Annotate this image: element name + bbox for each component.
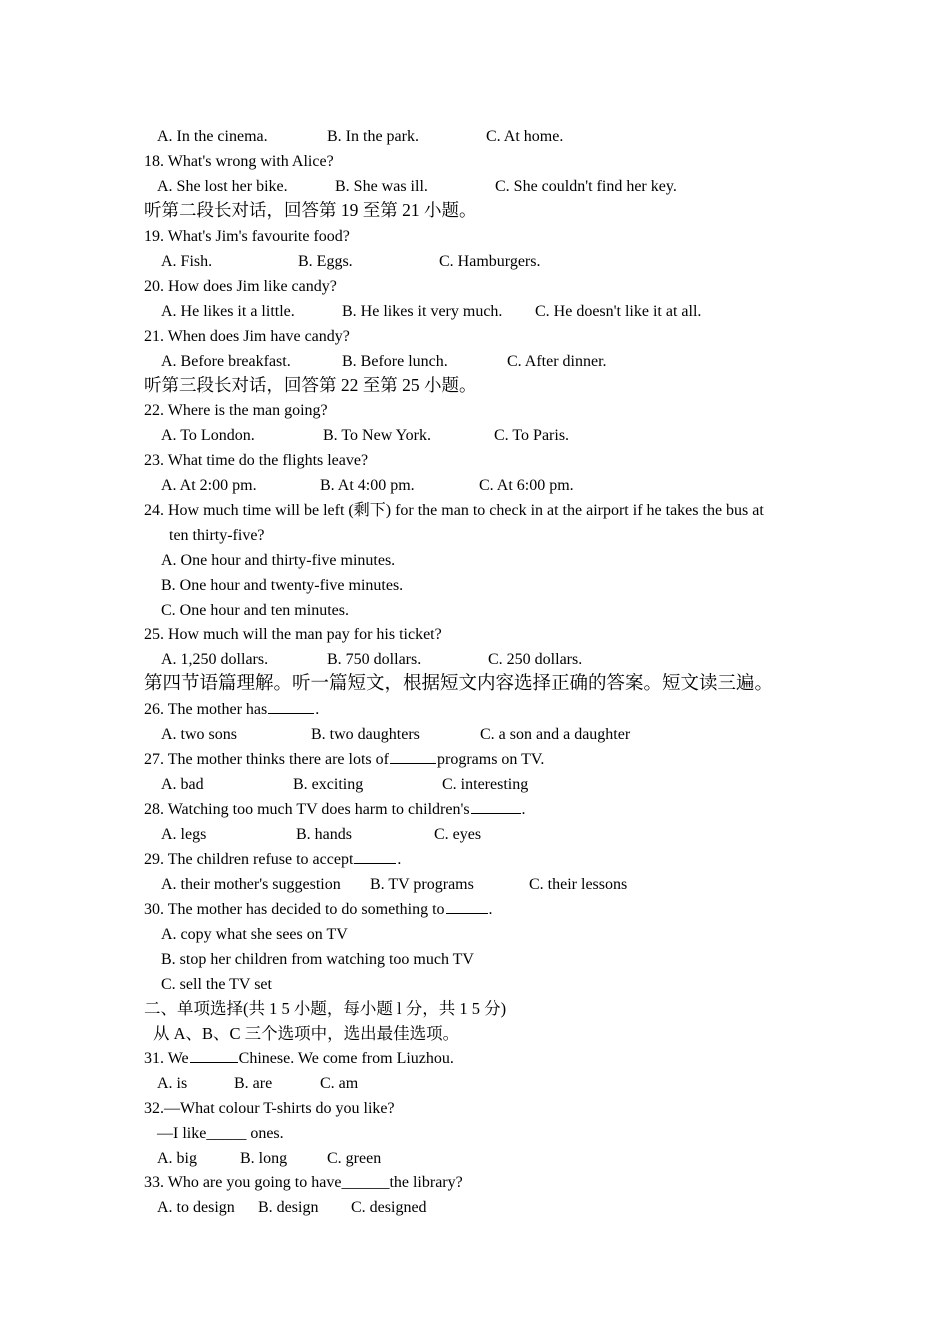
option-c: C. To Paris. [494,427,570,444]
option-c: C. He doesn't like it at all. [535,303,702,320]
option-a: A. She lost her bike. [157,178,288,195]
option-b: B. design [258,1199,319,1216]
option-a: A. bad [161,776,204,793]
q24-option-b: B. One hour and twenty-five minutes. [161,577,404,594]
q30-option-b: B. stop her children from watching too much TV [161,951,474,968]
answer-blank [268,699,314,714]
answer-blank [446,899,488,914]
option-a: A. to design [157,1199,235,1216]
option-b: B. At 4:00 pm. [320,477,415,494]
option-c: C. eyes [434,826,482,843]
q32-stem: 32.—What colour T-shirts do you like? [144,1100,395,1117]
q22-stem: 22. Where is the man going? [144,402,328,419]
stem-text: 26. The mother has [144,701,268,718]
q33-stem: 33. Who are you going to have______the library? [144,1174,463,1191]
option-b: B. Before lunch. [342,353,448,370]
option-c: C. She couldn't find her key. [495,178,677,195]
option-c: C. At 6:00 pm. [479,477,574,494]
part2-instruction: 从 A、B、C 三个选项中，选出最佳选项。 [153,1024,460,1043]
option-b: B. She was ill. [335,178,428,195]
q18-stem: 18. What's wrong with Alice? [144,153,334,170]
option-a: A. two sons [161,726,238,743]
q30-option-a: A. copy what she sees on TV [161,926,348,943]
stem-text: 31. We [144,1050,189,1067]
stem-text-end: programs on TV. [436,751,545,768]
section3-instruction: 听第三段长对话，回答第 22 至第 25 小题。 [144,375,477,395]
q20-stem: 20. How does Jim like candy? [144,278,337,295]
stem-text-end: . [521,801,526,818]
q21-stem: 21. When does Jim have candy? [144,328,350,345]
q30-option-c: C. sell the TV set [161,976,272,993]
answer-blank [471,799,521,814]
part2-heading: 二、单项选择(共 1 5 小题，每小题 l 分，共 1 5 分) [144,999,507,1018]
option-b: B. In the park. [327,128,419,145]
option-a: A. legs [161,826,207,843]
option-c: C. am [320,1075,359,1092]
q24-option-c: C. One hour and ten minutes. [161,602,349,619]
stem-text-end: . [397,851,402,868]
option-a: A. He likes it a little. [161,303,295,320]
option-a: A. In the cinema. [157,128,268,145]
q19-stem: 19. What's Jim's favourite food? [144,228,350,245]
q24-stem-line2: ten thirty-five? [169,527,265,544]
stem-text: 29. The children refuse to accept [144,851,354,868]
option-a: A. Fish. [161,253,213,270]
answer-blank [190,1048,238,1063]
option-c: C. At home. [486,128,564,145]
q25-stem: 25. How much will the man pay for his ticket? [144,626,442,643]
option-c: C. their lessons [529,876,628,893]
option-b: B. are [234,1075,273,1092]
q29-stem [144,847,401,872]
answer-blank [354,849,396,864]
q23-stem: 23. What time do the flights leave? [144,452,369,469]
q24-option-a: A. One hour and thirty-five minutes. [161,552,396,569]
stem-text-end: . [488,901,493,918]
q28-stem [144,797,526,822]
option-a: A. To London. [161,427,255,444]
option-a: A. big [157,1150,197,1167]
q32-reply: —I like_____ ones. [157,1125,284,1142]
q31-stem [144,1046,454,1071]
option-c: C. Hamburgers. [439,253,541,270]
option-b: B. exciting [293,776,364,793]
section2-instruction: 听第二段长对话，回答第 19 至第 21 小题。 [144,200,477,220]
option-a: A. At 2:00 pm. [161,477,257,494]
option-a: A. their mother's suggestion [161,876,341,893]
option-c: C. a son and a daughter [480,726,631,743]
option-b: B. two daughters [311,726,420,743]
option-a: A. Before breakfast. [161,353,291,370]
option-b: B. long [240,1150,288,1167]
stem-text: 30. The mother has decided to do something to [144,901,445,918]
stem-text: 28. Watching too much TV does harm to children's [144,801,470,818]
option-c: C. designed [351,1199,427,1216]
option-a: A. 1,250 dollars. [161,651,269,668]
q27-stem [144,747,544,772]
option-c: C. interesting [442,776,529,793]
option-a: A. is [157,1075,188,1092]
section4-instruction: 第四节语篇理解。听一篇短文，根据短文内容选择正确的答案。短文读三遍。 [144,674,774,694]
option-c: C. 250 dollars. [488,651,583,668]
option-b: B. 750 dollars. [327,651,422,668]
option-b: B. He likes it very much. [342,303,503,320]
option-b: B. hands [296,826,352,843]
answer-blank [390,749,436,764]
option-c: C. green [327,1150,382,1167]
option-b: B. To New York. [323,427,431,444]
q30-stem [144,897,493,922]
q26-stem [144,697,319,722]
stem-text-end: . [315,701,320,718]
stem-text: 27. The mother thinks there are lots of [144,751,389,768]
stem-text-end: Chinese. We come from Liuzhou. [238,1050,454,1067]
option-b: B. TV programs [370,876,474,893]
option-b: B. Eggs. [298,253,353,270]
q24-stem-line1: 24. How much time will be left (剩下) for the man to check in at the airport if he takes the bus at [144,502,764,519]
option-c: C. After dinner. [507,353,607,370]
